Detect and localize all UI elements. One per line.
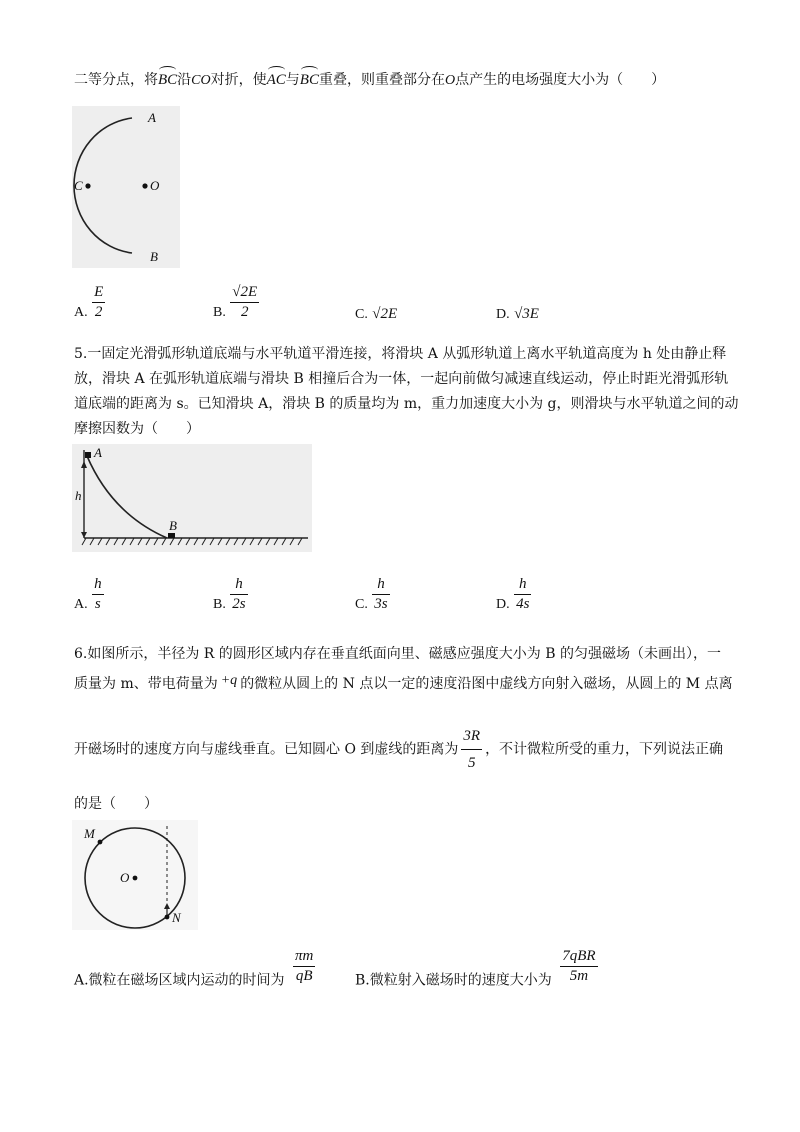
q5-stem-line-3: 道底端的距离为 s。已知滑块 A，滑块 B 的质量均为 m，重力加速度大小为 g，则滑块与水平轨道之间的动 [74, 396, 739, 412]
label-O: O [120, 870, 130, 885]
q5-stem-line-4: 摩擦因数为（ ） [74, 421, 200, 437]
label-B: B [150, 249, 158, 264]
label-B: B [169, 518, 177, 533]
label-O: O [150, 178, 160, 193]
q6-stem-line-4: 的是（ ） [74, 796, 158, 812]
label-N: N [172, 910, 181, 925]
arc-bc: BC [158, 72, 178, 88]
q4-semicircle-figure [72, 106, 180, 268]
q6-stem-line-3: 开磁场时的速度方向与虚线垂直。已知圆心 O 到虚线的距离为 $\frac{3R}{5}$ ，不计微粒所受的重力，下列说法正确 [74, 728, 724, 771]
q4-option-c[interactable]: C. √2E [355, 306, 398, 322]
q4-option-d[interactable]: D. √3E [496, 306, 539, 322]
q6-stem-line-2: 质量为 m、带电荷量为 +q 的微粒从圆上的 N 点以一定的速度沿图中虚线方向射入磁场，从圆上的 M 点离 [74, 673, 733, 692]
label-A: A [148, 110, 156, 125]
label-A: A [94, 445, 102, 460]
q5-stem-line-2: 放，滑块 A 在弧形轨道底端与滑块 B 相撞后合为一体，一起向前做匀减速直线运动，停止时距光滑弧形轨 [74, 371, 729, 387]
q5-option-d[interactable]: D. $\frac{h}{4s}$ [496, 576, 530, 612]
q4-stem-line: 二等分点，将BC沿CO对折，使AC与BC重叠，则重叠部分在O点产生的电场强度大小为（ ） [74, 72, 666, 88]
q4-option-b[interactable]: B. $\frac{√2E}{2}$ [213, 284, 258, 320]
arc-bc-2: BC [299, 72, 319, 88]
q6-option-b[interactable]: B.微粒射入磁场时的速度大小为 $\frac{\text{7qBR}}{5m}$ [355, 948, 596, 989]
q5-stem-line-1: 5.一固定光滑弧形轨道底端与水平轨道平滑连接，将滑块 A 从弧形轨道上离水平轨道高度为 h 处由静止释 [74, 346, 727, 362]
q5-option-c[interactable]: C. $\frac{h}{3s}$ [355, 576, 388, 612]
q4-option-a[interactable]: A. $\frac{E}{2}$ [74, 284, 104, 320]
q5-option-a[interactable]: A. $\frac{h}{s}$ [74, 576, 102, 612]
q5-option-b[interactable]: B. $\frac{h}{2s}$ [213, 576, 246, 612]
q5-track-figure [72, 444, 312, 552]
q6-option-a[interactable]: A.微粒在磁场区域内运动的时间为 $\frac{\pi m}{qB}$ [74, 948, 314, 989]
q6-stem-line-1: 6.如图所示，半径为 R 的圆形区域内存在垂直纸面向里、磁感应强度大小为 B 的匀强磁场（未画出），一 [74, 646, 721, 662]
q6-circle-figure [72, 820, 198, 930]
label-M: M [84, 826, 95, 841]
label-C: C [74, 178, 83, 193]
label-h: h [75, 488, 82, 503]
arc-ac: AC [266, 72, 286, 88]
